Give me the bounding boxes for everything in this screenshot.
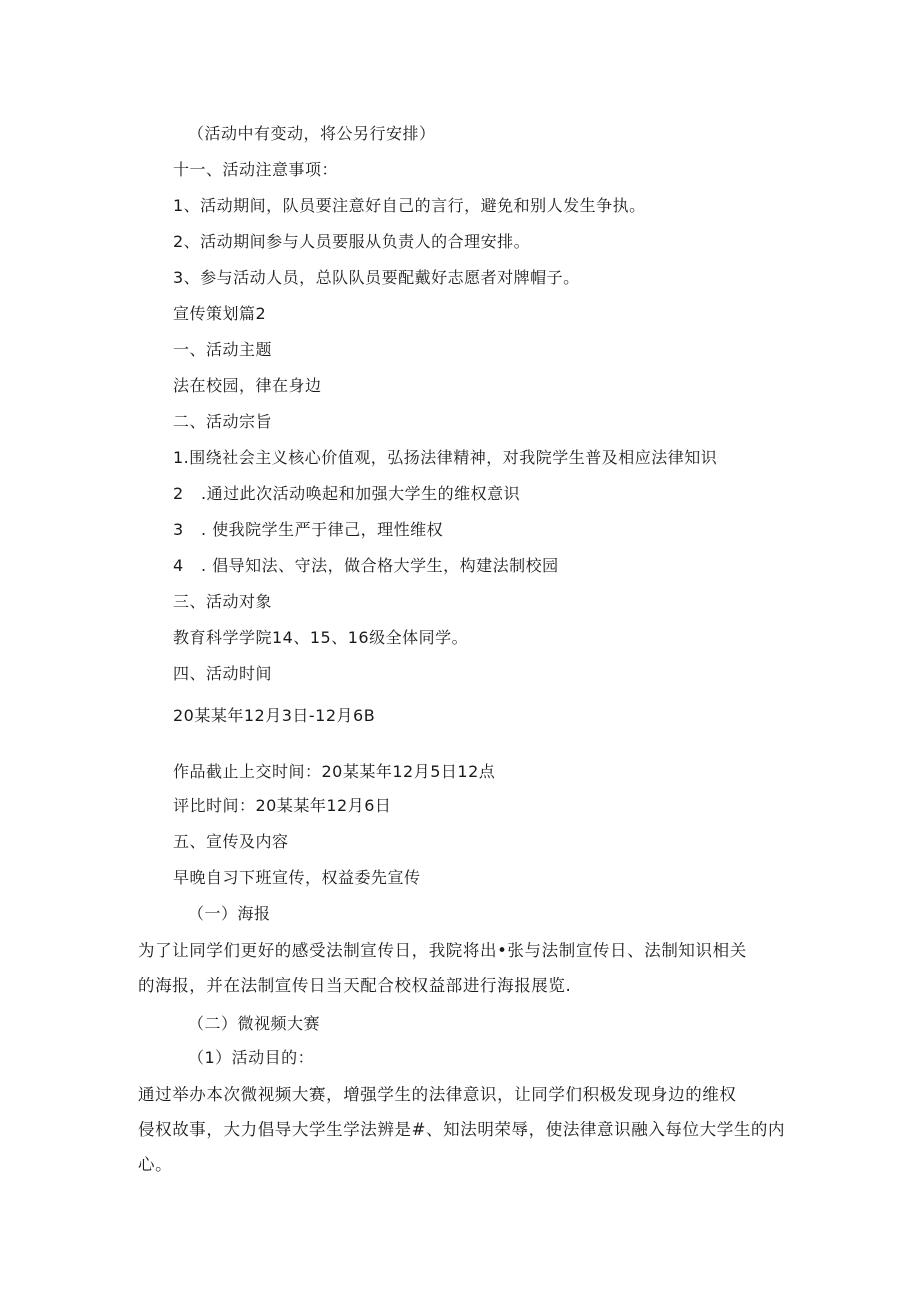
chapter-title: 宣传策划篇2 [173,304,267,323]
list-number: 4 [173,556,184,575]
list-text: .通过此次活动唤起和加强大学生的维权意识 [201,484,521,503]
list-item: 1、活动期间，队员要注意好自己的言行，避免和别人发生争执。 [173,196,646,215]
promo-text: 早晚自习下班宣传，权益委先宣传 [173,868,421,887]
deadline-text: 作品截止上交时间：20某某年12月5日12点 [173,762,496,781]
paragraph-line: 心。 [138,1155,173,1174]
judging-time: 评比时间：20某某年12月6日 [173,796,392,815]
list-text: . 倡导知法、守法，做合格大学生，构建法制校园 [201,556,559,575]
section-heading-11: 十一、活动注意事项： [173,160,339,179]
section-heading-3: 三、活动对象 [173,592,273,611]
subsection-purpose: （1）活动目的： [188,1048,315,1067]
theme-text: 法在校园，律在身边 [173,376,322,395]
section-heading-5: 五、宣传及内容 [173,832,289,851]
target-text: 教育科学学院14、15、16级全体同学。 [173,628,469,647]
list-item: 1.围绕社会主义核心价值观，弘扬法律精神，对我院学生普及相应法律知识 [173,448,718,467]
list-item: 3、参与活动人员，总队队员要配戴好志愿者对牌帽子。 [173,268,580,287]
list-item [173,520,443,540]
section-heading-1: 一、活动主题 [173,340,273,359]
section-heading-4: 四、活动时间 [173,664,273,683]
section-heading-2: 二、活动宗旨 [173,412,273,431]
date-range: 20某某年12月3日-12月6B [173,706,376,725]
list-item [173,484,520,504]
paragraph-line: 侵权故事，大力倡导大学生学法辨是#、知法明荣辱，使法律意识融入每位大学生的内 [138,1120,786,1139]
list-number: 3 [173,520,184,539]
list-number: 2 [173,484,184,503]
list-text: . 使我院学生严于律己，理性维权 [201,520,444,539]
paragraph-line: 通过举办本次微视频大赛，增强学生的法律意识，让同学们积极发现身边的维权 [138,1085,737,1104]
paragraph-line: 的海报，并在法制宣传日当天配合校权益部进行海报展览. [138,976,572,995]
subsection-poster: （一）海报 [188,904,271,923]
list-item [173,556,559,576]
subsection-video-contest: （二）微视频大赛 [188,1014,321,1033]
paragraph-line: 为了让同学们更好的感受法制宣传日，我院将出•张与法制宣传日、法制知识相关 [138,941,747,960]
list-item: 2、活动期间参与人员要服从负责人的合理安排。 [173,232,531,251]
note-line: （活动中有变动，将公另行安排） [188,124,436,143]
